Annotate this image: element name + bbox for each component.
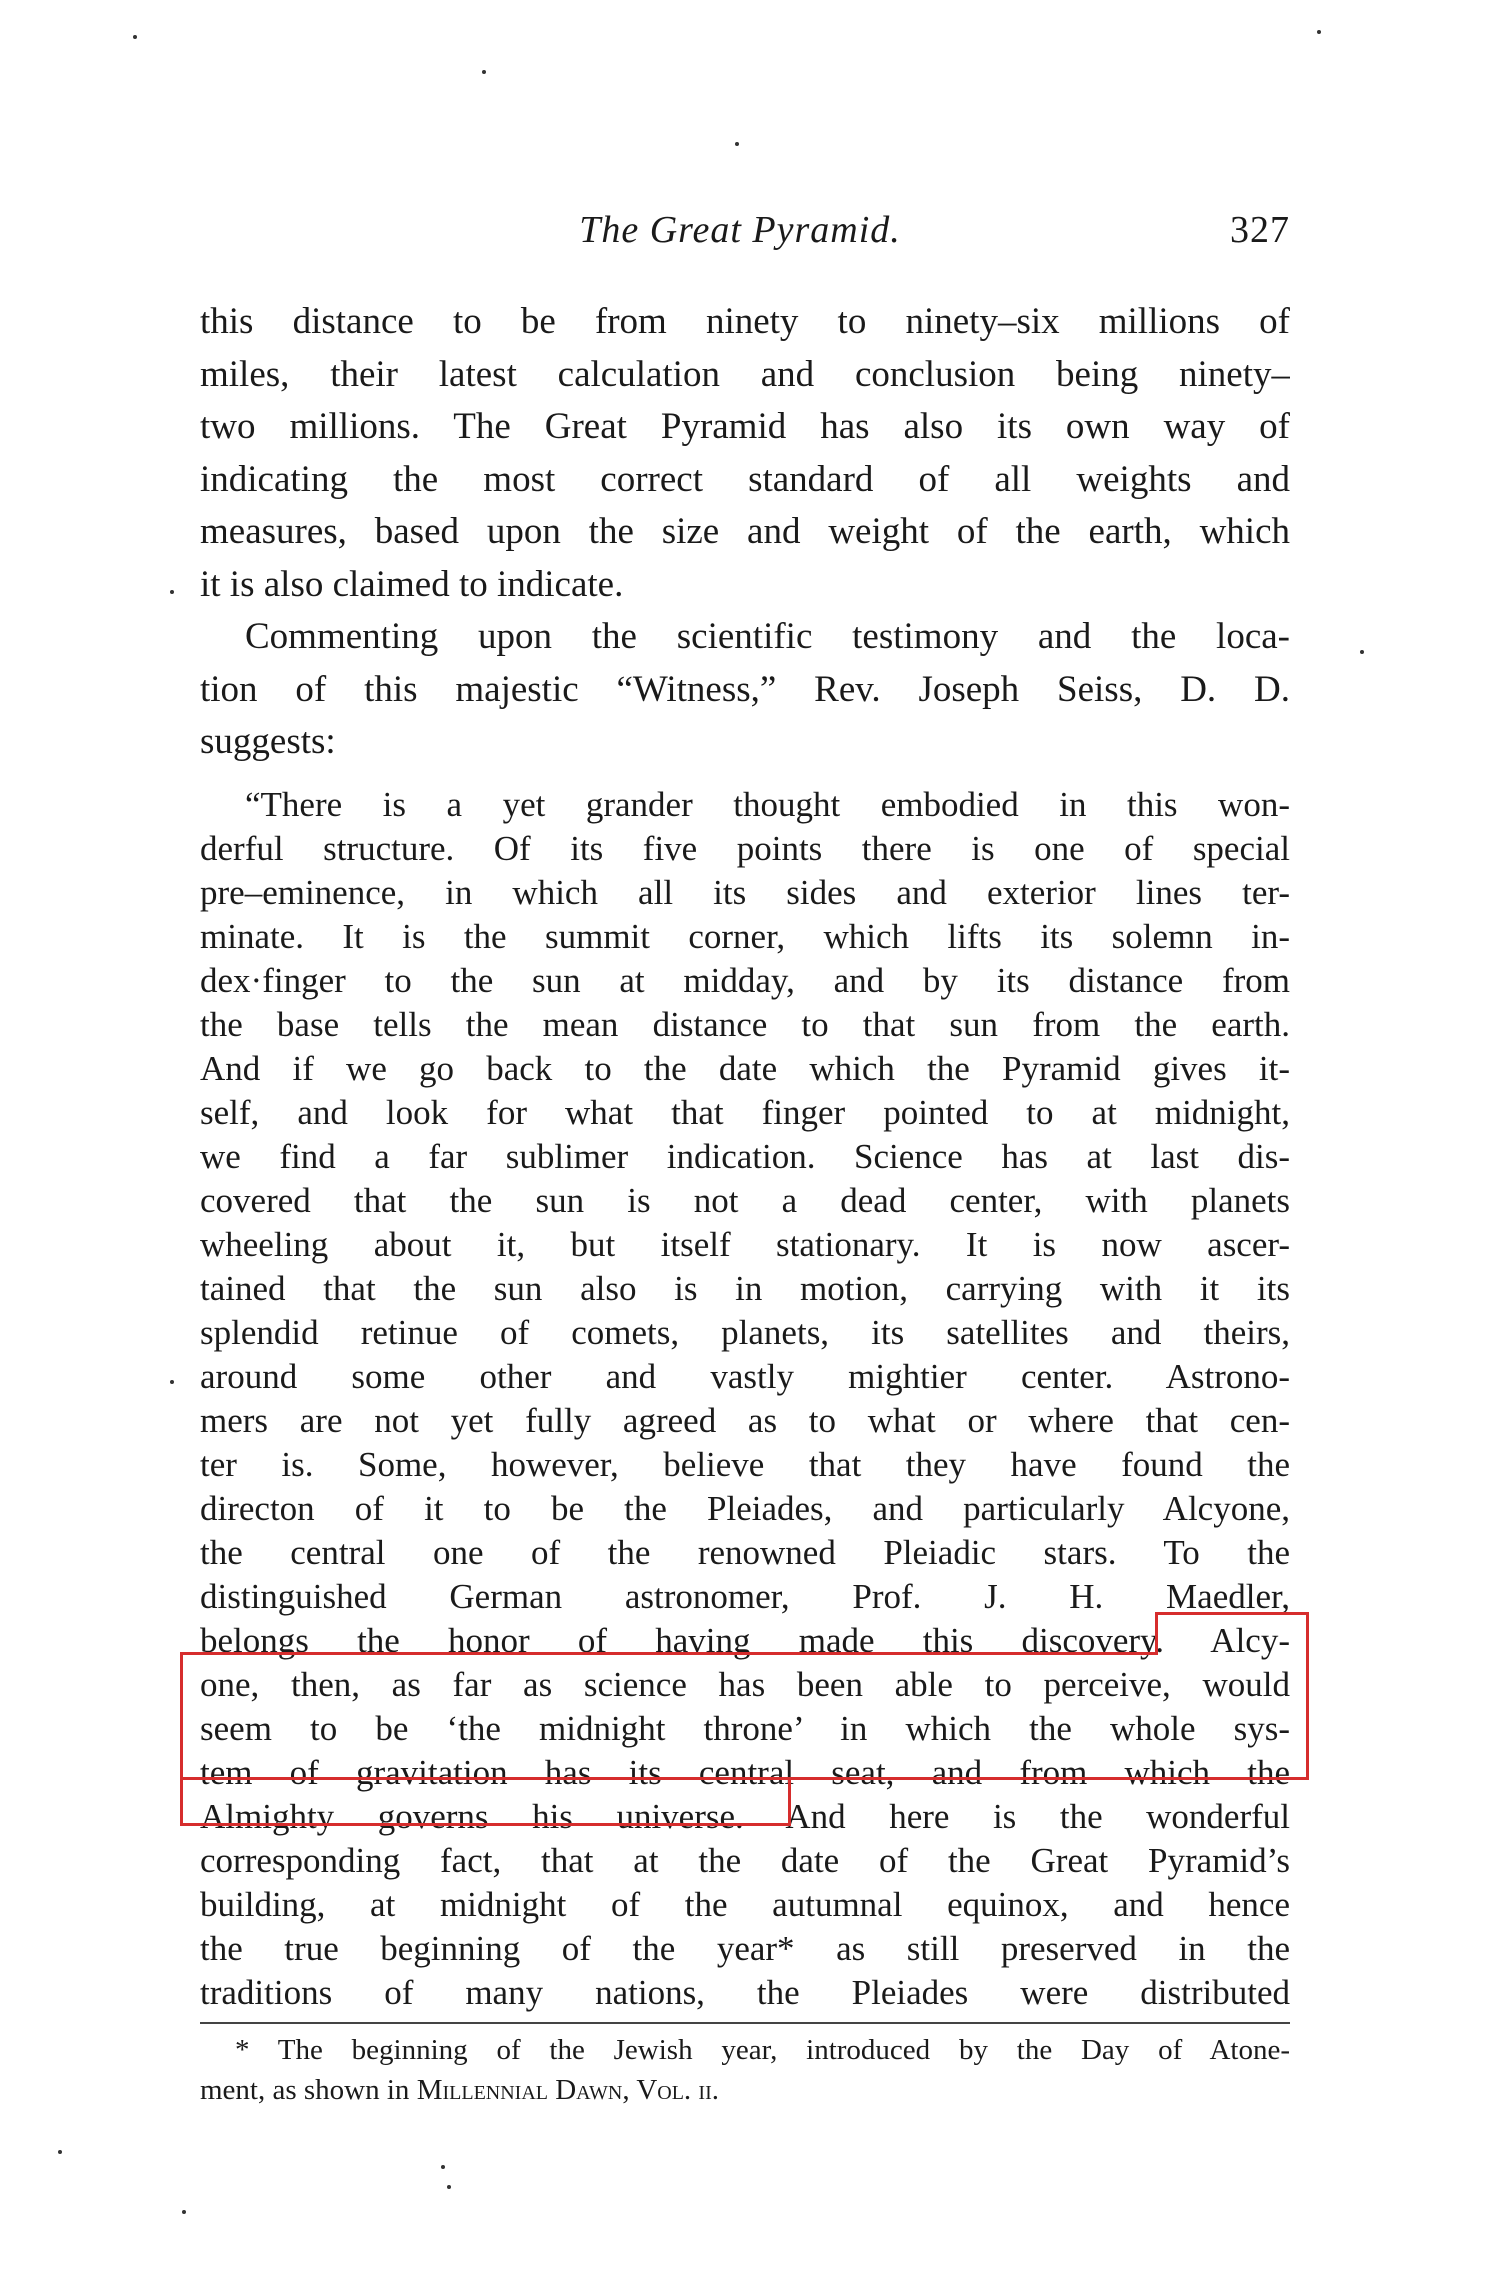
quote-line: around some other and vastly mightier center. Astrono- <box>200 1356 1290 1396</box>
quote-line: dex·finger to the sun at midday, and by its distance from <box>200 960 1290 1000</box>
quote-line: the base tells the mean distance to that sun from the earth. <box>200 1004 1290 1044</box>
footnote-citation: Millennial Dawn, Vol. ii. <box>416 2074 719 2106</box>
quote-line: the true beginning of the year* as still preserved in the <box>200 1928 1290 1968</box>
quote-line: ter is. Some, however, believe that they have found the <box>200 1444 1290 1484</box>
speck <box>441 2165 445 2169</box>
block-quote <box>200 783 1290 2015</box>
footnote-divider <box>200 2022 1290 2024</box>
footnote-text: ment, as shown in <box>200 2074 417 2106</box>
text-line: tion of this majestic “Witness,” Rev. Joseph Seiss, D. D. <box>200 668 1290 710</box>
text-line: Commenting upon the scientific testimony and the loca- <box>245 616 1290 657</box>
quote-line: traditions of many nations, the Pleiades were distributed <box>200 1972 1290 2012</box>
quote-line: pre–eminence, in which all its sides and exterior lines ter- <box>200 872 1290 912</box>
speck <box>170 590 174 594</box>
text-line: measures, based upon the size and weight of the earth, which <box>200 511 1290 552</box>
text-line: two millions. The Great Pyramid has also its own way of <box>200 406 1290 447</box>
text-line: miles, their latest calculation and conclusion being ninety– <box>200 353 1290 395</box>
speck <box>447 2185 451 2189</box>
highlight-box-notch <box>180 1652 1158 1655</box>
page-number: 327 <box>1230 209 1290 251</box>
quote-line: one, then, as far as science has been able to perceive, would <box>200 1664 1290 1704</box>
quote-line: minate. It is the summit corner, which lifts its solemn in- <box>200 916 1290 956</box>
quote-line: covered that the sun is not a dead center, with planets <box>200 1180 1290 1220</box>
quote-line: derful structure. Of its five points there is one of special <box>200 828 1290 868</box>
speck <box>58 2150 62 2154</box>
speck <box>735 142 739 146</box>
body-text <box>200 296 1290 2015</box>
speck <box>133 35 137 39</box>
footnote-line: * The beginning of the Jewish year, introduced by the Day of Atone- <box>235 2034 1290 2066</box>
quote-line: seem to be ‘the midnight throne’ in which the whole sys- <box>200 1708 1290 1748</box>
quote-line: tem of gravitation has its central seat, and from which the <box>200 1752 1290 1792</box>
paragraph-2 <box>200 611 1290 769</box>
quote-line: distinguished German astronomer, Prof. J. H. Maedler, <box>200 1576 1290 1616</box>
speck <box>1317 30 1321 34</box>
running-title: The Great Pyramid. <box>579 209 901 251</box>
quote-line: Almighty governs his universe. And here is the wonderful <box>200 1796 1290 1836</box>
quote-line: we find a far sublimer indication. Science has at last dis- <box>200 1136 1290 1176</box>
quote-line: And if we go back to the date which the Pyramid gives it- <box>200 1048 1290 1088</box>
speck <box>482 70 486 74</box>
quote-line: belongs the honor of having made this discovery. Alcy- <box>200 1620 1290 1660</box>
footnote-line <box>200 2070 1290 2110</box>
speck <box>1360 650 1364 654</box>
quote-line: corresponding fact, that at the date of the Great Pyramid’s <box>200 1840 1290 1880</box>
quote-line: “There is a yet grander thought embodied in this won- <box>245 784 1290 824</box>
text-line: it is also claimed to indicate. <box>200 563 624 605</box>
quote-line: directon of it to be the Pleiades, and particularly Alcyone, <box>200 1488 1290 1528</box>
text-line: indicating the most correct standard of all weights and <box>200 458 1290 500</box>
quote-line: splendid retinue of comets, planets, its satellites and theirs, <box>200 1312 1290 1352</box>
quote-line: the central one of the renowned Pleiadic stars. To the <box>200 1532 1290 1572</box>
quote-line: mers are not yet fully agreed as to what or where that cen- <box>200 1400 1290 1440</box>
quote-line: self, and look for what that finger pointed to at midnight, <box>200 1092 1290 1132</box>
quote-line: wheeling about it, but itself stationary. It is now ascer- <box>200 1224 1290 1264</box>
text-line: suggests: <box>200 721 336 762</box>
paragraph-1 <box>200 296 1290 611</box>
quote-line: tained that the sun also is in motion, carrying with it its <box>200 1268 1290 1308</box>
page-header <box>200 208 1290 258</box>
text-line: this distance to be from ninety to ninety–six millions of <box>200 301 1290 342</box>
footnote <box>200 2030 1290 2110</box>
quote-line: building, at midnight of the autumnal equinox, and hence <box>200 1884 1290 1924</box>
speck <box>182 2210 186 2214</box>
speck <box>170 1380 174 1384</box>
